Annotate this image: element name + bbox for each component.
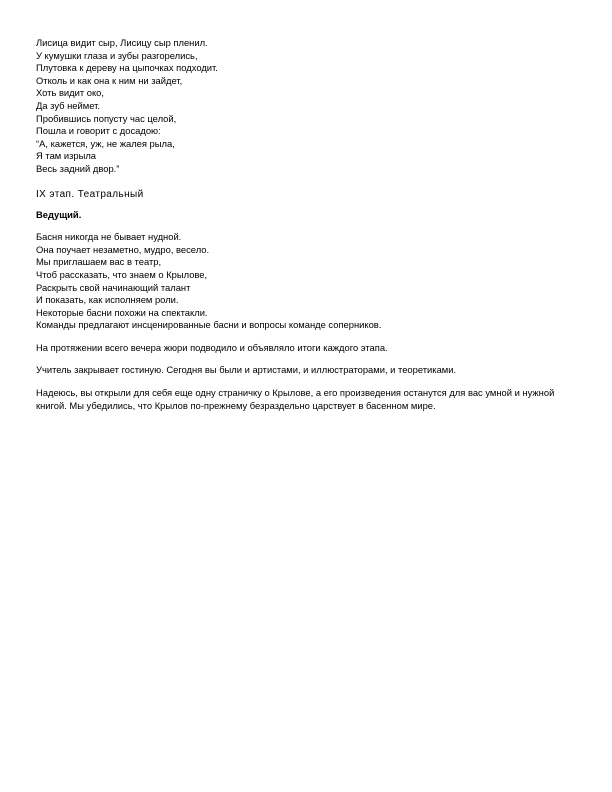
speaker-label: Ведущий. <box>36 208 82 220</box>
poem-line: Пошла и говорит с досадою: <box>36 125 161 137</box>
poem-line: Плутовка к дереву на цыпочках подходит. <box>36 62 218 74</box>
poem-line: Я там изрыла <box>36 150 96 162</box>
host-poem-line: Басня никогда не бывает нудной. <box>36 231 182 243</box>
stage-heading: IX этап. Театральный <box>36 188 144 200</box>
poem-line: Весь задний двор.” <box>36 162 120 174</box>
host-poem-line: Мы приглашаем вас в театр, <box>36 256 162 268</box>
poem-line: Да зуб неймет. <box>36 99 100 111</box>
poem-line: Лисица видит сыр, Лисицу сыр пленил. <box>36 37 208 48</box>
poem-line: У кумушки глаза и зубы разгорелись, <box>36 49 198 61</box>
host-poem-line: Команды предлагают инсценированные басни и вопросы команде соперников. <box>36 319 382 331</box>
host-poem-line: Чтоб рассказать, что знаем о Крылове, <box>36 268 208 280</box>
poem-line: “А, кажется, уж, не жалея рыла, <box>36 137 175 149</box>
paragraph-jury: На протяжении всего вечера жюри подводило и объявляло итоги каждого этапа. <box>36 341 388 353</box>
host-poem-line: Раскрыть свой начинающий талант <box>36 281 191 293</box>
host-poem-line: Некоторые басни похожи на спектакли. <box>36 306 208 318</box>
document-body <box>36 37 576 422</box>
poem-line: Хоть видит око, <box>36 87 105 99</box>
host-poem-line: Она поучает незаметно, мудро, весело. <box>36 243 210 255</box>
host-poem <box>36 231 576 332</box>
paragraph-conclusion: Надеюсь, вы открыли для себя еще одну страничку о Крылове, а его произведения останутся для вас умной и нужной книгой. Мы убедились, что Крылов по-прежнему безраздельно царствует в басенном мире. <box>36 387 555 411</box>
host-poem-line: И показать, как исполняем роли. <box>36 294 179 306</box>
poem-line: Отколь и как она к ним ни зайдет, <box>36 74 183 86</box>
poem-line: Пробившись попусту час целой, <box>36 112 177 124</box>
fable-excerpt <box>36 37 576 176</box>
paragraph-closing: Учитель закрывает гостиную. Сегодня вы были и артистами, и иллюстраторами, и теоретиками. <box>36 364 457 376</box>
